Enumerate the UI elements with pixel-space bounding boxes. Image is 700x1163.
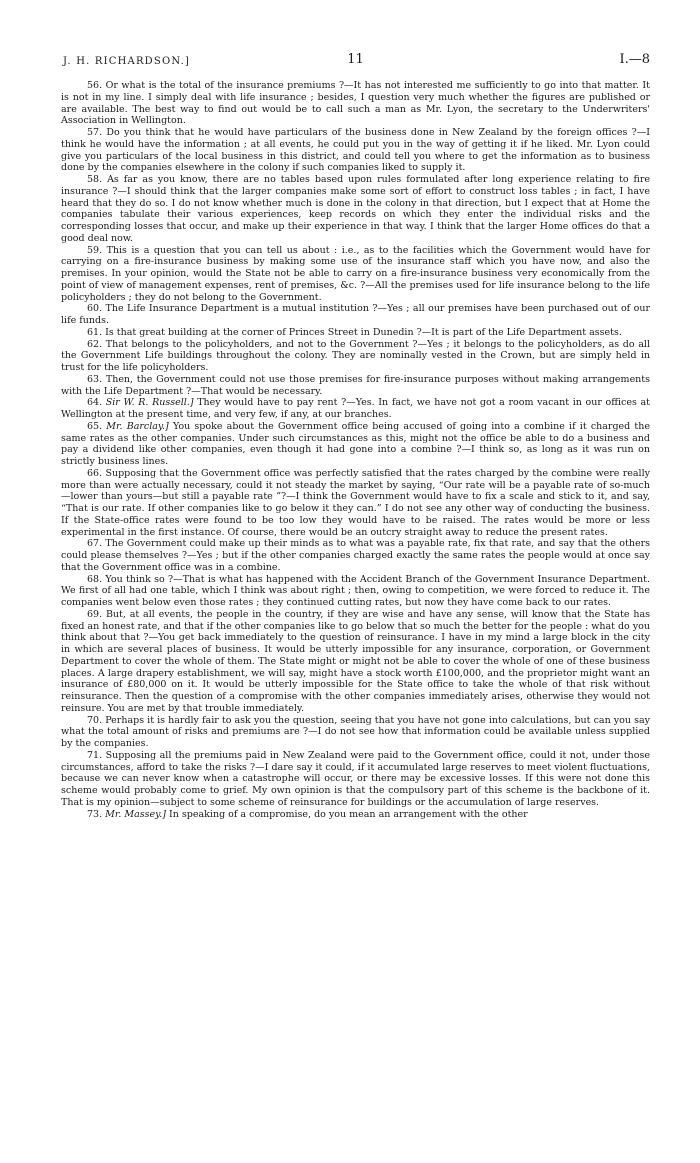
question-number: 71. (87, 749, 103, 761)
paragraph-text: You spoke about the Government office being accused of going into a combine if it charged the same rates as the other companies. Under such circumstances as this, might not the office be able to do a business and pay a dividend like other companies, even though it had gone into a combine ?—I think so, as long as it was run on strictly business lines. (61, 420, 650, 467)
paragraph-text: The Life Insurance Department is a mutual institution ?—Yes ; all our premises have been purchased out of our life funds. (61, 303, 650, 326)
question-number: 64. (87, 397, 103, 409)
question-number: 63. (87, 373, 103, 385)
paragraph-text: They would have to pay rent ?—Yes. In fact, we have not got a room vacant in our offices at Wellington at the present time, and very few, if any, at our branches. (61, 397, 650, 420)
question-number: 69. (87, 608, 103, 620)
paragraph-text: Or what is the total of the insurance premiums ?—It has not interested me sufficiently to go into that matter. It is not in my line. I simply deal with life insurance ; besides, I question very much whether the figures are published or are available. The best way to find out would be to call such a man as Mr. Lyon, the secretary to the Underwriters' Association in Wellington. (61, 80, 650, 127)
testimony-paragraph (61, 80, 650, 127)
question-number: 58. (87, 174, 103, 185)
testimony-paragraph (61, 609, 650, 715)
document-reference: I.—8 (619, 52, 650, 67)
question-number: 68. (87, 573, 103, 585)
testimony-paragraph (61, 809, 650, 821)
paragraph-text: You think so ?—That is what has happened with the Accident Branch of the Government Insurance Department. We first of all had one table, which I think was about right ; then, owing to competition, we were forced to reduce it. The companies went below even those rates ; they continued cutting rates, but now they have come back to our rates. (61, 573, 650, 608)
testimony-paragraph (61, 538, 650, 573)
paragraph-text: This is a question that you can tell us about : i.e., as to the facilities which the Government would have for carrying on a fire-insurance business by making some use of the insurance staff which you have now, and also the premises. In your opinion, would the State not be able to carry on a fire-insurance business very economically from the point of view of management expenses, rent of premises, &c. ?—All the premises used for life insurance belong to the life policyholders ; they do not belong to the Government. (61, 244, 650, 303)
paragraph-text: Then, the Government could not use those premises for fire-insurance purposes without making arrangements with the Life Department ?—That would be necessary. (61, 373, 650, 397)
witness-name: J. H. RICHARDSON.] (63, 56, 191, 67)
question-number: 62. (87, 338, 103, 350)
paragraph-text: But, at all events, the people in the country, if they are wise and have any sense, will know that the State has fixed an honest rate, and that if the other companies like to go below that so much the better for the people : what do you think about that ?—You get back immediately to the question of reinsurance. I have in my mind a large block in the city in which are several places of business. It would be utterly impossible for any insurance, corporation, or Government Department to cover the whole of them. The State might or might not be able to cover the whole of one of these business places. A large drapery establishment, we will say, might have a stock worth £100,000, and the proprietor might want an insurance of £80,000 on it. It would be utterly impossible for the State office to take the whole of that risk without reinsurance. Then the question of a compromise with the other companies immediately arises, otherwise they would not reinsure. You are met by that trouble immediately. (61, 608, 650, 714)
question-number: 56. (87, 80, 103, 91)
question-number: 59. (87, 244, 103, 256)
testimony-paragraph (61, 397, 650, 421)
testimony-paragraph (61, 303, 650, 327)
paragraph-text: In speaking of a compromise, do you mean an arrangement with the other (169, 808, 528, 820)
question-number: 66. (87, 467, 103, 479)
page-header (61, 38, 650, 80)
question-number: 70. (87, 714, 103, 726)
testimony-paragraph (61, 715, 650, 750)
paragraph-text: That belongs to the policyholders, and not to the Government ?—Yes ; it belongs to the policyholders, as do all the Government Life buildings throughout the colony. They are nominally vested in the Crown, but are simply held in trust for the life policyholders. (61, 338, 650, 373)
paragraph-text: Is that great building at the corner of Princes Street in Dunedin ?—It is part of the Life Department assets. (105, 326, 622, 338)
question-number: 57. (87, 127, 103, 138)
speaker-name: Mr. Barclay.] (106, 420, 169, 432)
testimony-paragraph (61, 374, 650, 398)
testimony-paragraph (61, 468, 650, 539)
testimony-paragraph (61, 750, 650, 809)
document-body (61, 80, 650, 820)
question-number: 61. (87, 326, 103, 338)
testimony-paragraph (61, 421, 650, 468)
question-number: 60. (87, 303, 103, 315)
speaker-name: Mr. Massey.] (105, 808, 166, 820)
testimony-paragraph (61, 127, 650, 174)
paragraph-text: The Government could make up their minds as to what was a payable rate, fix that rate, and say that the others could please themselves ?—Yes ; but if the other companies charged exactly the same rates the people would at once say that the Government office was in a combine. (61, 538, 650, 573)
testimony-paragraph (61, 174, 650, 245)
question-number: 73. (87, 808, 103, 820)
testimony-paragraph (61, 339, 650, 374)
question-number: 65. (87, 420, 103, 432)
paragraph-text: As far as you know, there are no tables based upon rules formulated after long experience relating to fire insurance ?—I should think that the larger companies make some sort of effort to construct loss tables ; in fact, I have heard that they do so. I do not know whether much is done in the colony in that direction, but I expect that at Home the companies tabulate their various experiences, keep records on which they enter the individual risks and the corresponding losses that occur, and make up their experience in that way. I think that the larger Home offices do that a good deal now. (61, 174, 650, 244)
testimony-paragraph (61, 245, 650, 304)
testimony-paragraph (61, 327, 650, 339)
paragraph-text: Do you think that he would have particulars of the business done in New Zealand by the foreign offices ?—I think he would have the information ; at all events, he could put you in the way of getting it if he liked. Mr. Lyon could give you particulars of the local business in this district, and could tell you where to get the information as to business done by the companies elsewhere in the colony if such companies liked to supply it. (61, 127, 650, 174)
testimony-paragraph (61, 574, 650, 609)
page-number: 11 (347, 52, 364, 67)
question-number: 67. (87, 538, 103, 550)
paragraph-text: Perhaps it is hardly fair to ask you the question, seeing that you have not gone into calculations, but can you say what the total amount of risks and premiums are ?—I do not see how that information could be available unless supplied by the companies. (61, 714, 650, 749)
paragraph-text: Supposing that the Government office was perfectly satisfied that the rates charged by the combine were really more than were actually necessary, could it not steady the market by saying, “Our rate will be a payable rate of so-much—lower than yours—but still a payable rate ”?—I think the Government would have to fix a scale and stick to it, and say, “That is our rate. If other companies like to go below it they can.” I do not see any other way of conducting the business. If the State-office rates were found to be too low they would have to be raised. The rates would be more or less experimental in the first instance. Of course, there would be an outcry straight away to reduce the present rates. (61, 467, 650, 538)
paragraph-text: Supposing all the premiums paid in New Zealand were paid to the Government office, could it not, under those circumstances, afford to take the risks ?—I dare say it could, if it accumulated large reserves to meet violent fluctuations, because we can never know when a catastrophe will occur, or there may be excessive losses. If this were not done this scheme would probably come to grief. My own opinion is that the compulsory part of this scheme is the backbone of it. That is my opinion—subject to some scheme of reinsurance for buildings or the accumulation of large reserves. (61, 749, 650, 808)
speaker-name: Sir W. R. Russell.] (105, 397, 194, 409)
